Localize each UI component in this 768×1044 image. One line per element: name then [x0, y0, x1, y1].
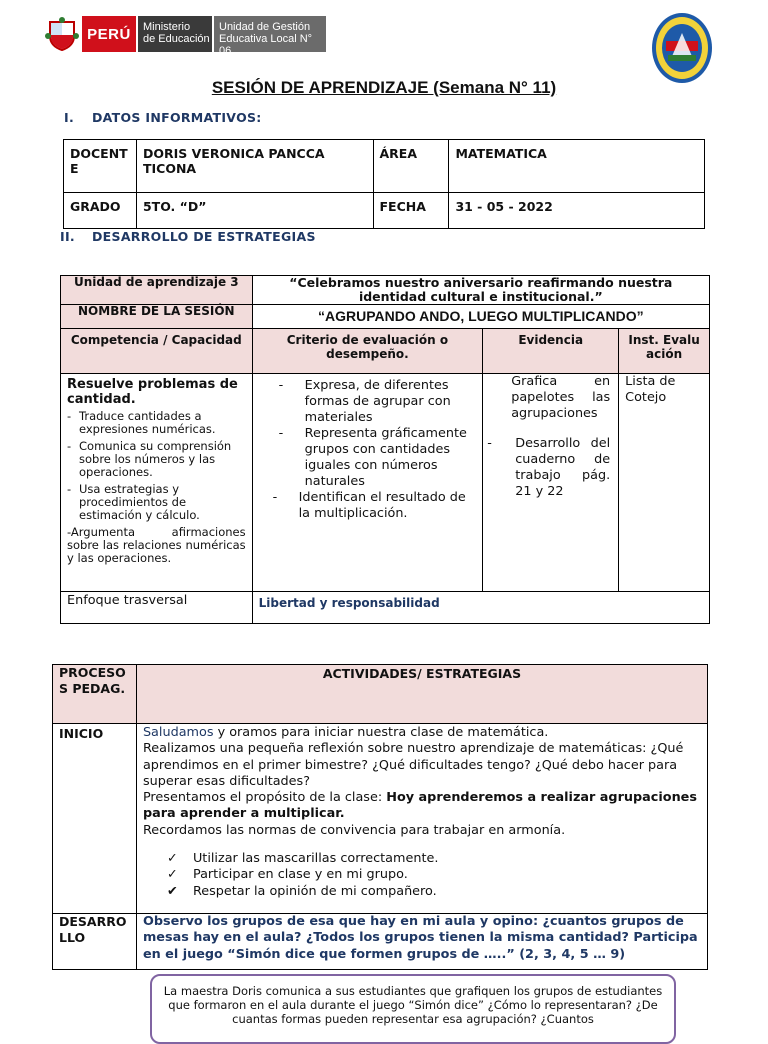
- evidencia-1: Grafica en papelotes las agrupaciones: [511, 374, 611, 421]
- teacher-note-box: La maestra Doris comunica a sus estudiantes que grafiquen los grupos de estudiantes que formaron en el aula durante el juego “Simón dice” ¿Cómo lo representaran? ¿De cuantas formas pueden representar esa agrupación? ¿Cuantos: [150, 974, 676, 1044]
- inicio-line1: Saludamos y oramos para iniciar nuestra clase de matemática.: [142, 725, 549, 740]
- enfoque-value: Libertad y responsabilidad: [252, 592, 709, 624]
- section-1-heading: DATOS INFORMATIVOS:: [92, 110, 262, 125]
- list-item: - Traduce cantidades a expresiones numéricas.: [67, 409, 216, 436]
- strategy-table: [60, 275, 710, 624]
- inicio-purpose: Presentamos el propósito de la clase: Hoy aprenderemos a realizar agrupaciones para aprender a multiplicar.: [142, 790, 697, 822]
- unit-label: Unidad de aprendizaje 3: [61, 276, 253, 305]
- check-icon: ✓: [166, 867, 178, 883]
- list-item: - Identifican el resultado de la multiplicación.: [272, 490, 466, 521]
- inicio-cell: [136, 724, 707, 914]
- ministry-line1: Ministerio: [143, 21, 191, 33]
- col-actividades: ACTIVIDADES/ ESTRATEGIAS: [136, 665, 707, 724]
- school-seal-icon: [650, 11, 714, 85]
- list-item: ✔ Respetar la opinión de mi compañero.: [166, 883, 437, 899]
- desarrollo-text: Observo los grupos de esa que hay en mi aula y opino: ¿cuantos grupos de mesas hay en el aula? ¿Todos los grupos tienen la misma cantidad? Participa en el juego “Simón dice que formen grupos de …..” (2, 3, 4, 5 … 9): [136, 914, 707, 970]
- ministry-label: [138, 16, 212, 52]
- section-2-heading: DESARROLLO DE ESTRATEGIAS: [92, 229, 316, 244]
- fecha-value: 31 - 05 - 2022: [449, 193, 705, 229]
- list-item: ✓ Utilizar las mascarillas correctamente.: [166, 851, 439, 867]
- competencia-cell: [61, 374, 253, 592]
- list-item: - Expresa, de diferentes formas de agrupar con materiales: [278, 378, 451, 425]
- list-item: - Usa estrategias y procedimientos de estimación y cálculo.: [67, 482, 200, 522]
- fecha-label: FECHA: [373, 193, 449, 229]
- activities-table: [52, 664, 708, 970]
- section-1-number: I.: [64, 110, 74, 125]
- section-2-number: II.: [60, 229, 75, 244]
- normas-list: [167, 851, 701, 900]
- col-inst: Inst. Evaluación: [619, 329, 710, 374]
- criterios-list: [272, 378, 475, 522]
- enfoque-label: Enfoque trasversal: [61, 592, 253, 624]
- session-label: NOMBRE DE LA SESIÓN: [61, 305, 253, 329]
- area-value: MATEMATICA: [449, 140, 705, 193]
- page-title: SESIÓN DE APRENDIZAJE (Semana N° 11): [211, 78, 557, 97]
- list-item: ✓ Participar en clase y en mi grupo.: [166, 867, 408, 883]
- list-item: - Comunica su comprensión sobre los números y las operaciones.: [67, 439, 232, 479]
- peru-label: PERÚ: [82, 16, 136, 52]
- minedu-logo-bar: [44, 16, 326, 57]
- capacidad-argumenta: -Argumenta afirmaciones sobre las relaciones numéricas y las operaciones.: [67, 525, 246, 565]
- check-icon: ✓: [166, 851, 178, 867]
- col-criterio: Criterio de evaluación o desempeño.: [252, 329, 483, 374]
- inicio-label: INICIO: [53, 724, 137, 914]
- competencia-title: Resuelve problemas de cantidad.: [67, 377, 238, 407]
- list-item: - Representa gráficamente grupos con cantidades iguales con números naturales: [278, 426, 467, 489]
- evidencia-2-item: - Desarrollo del cuaderno de trabajo pág. 21 y 22: [487, 436, 611, 499]
- ugel-line2: Educativa Local N° 06: [219, 33, 313, 57]
- desarrollo-label: DESARROLLO: [53, 914, 137, 970]
- saludamos-text: Saludamos: [142, 725, 214, 740]
- criterio-cell: [252, 374, 483, 592]
- unit-value: “Celebramos nuestro aniversario reafirmando nuestra identidad cultural e institucional.”: [252, 276, 709, 305]
- col-evidencia: Evidencia: [483, 329, 619, 374]
- col-proceso: PROCESOS PEDAG.: [53, 665, 137, 724]
- peru-coat-of-arms-icon: [44, 16, 80, 52]
- ugel-line1: Unidad de Gestión: [219, 21, 311, 33]
- grado-value: 5TO. “D”: [136, 193, 373, 229]
- check-icon: ✔: [166, 883, 178, 899]
- inicio-line2: Realizamos una pequeña reflexión sobre nuestro aprendizaje de matemáticas: ¿Qué aprendimos en el primer bimestre? ¿Qué dificultades tengo? ¿Qué debo hacer para superar esas dificultades?: [142, 741, 684, 789]
- session-value: “AGRUPANDO ANDO, LUEGO MULTIPLICANDO”: [252, 305, 709, 329]
- info-table: [63, 139, 705, 229]
- col-competencia: Competencia / Capacidad: [61, 329, 253, 374]
- instrumento-cell: Lista de Cotejo: [619, 374, 710, 592]
- inicio-normas: Recordamos las normas de convivencia para trabajar en armonía.: [142, 822, 566, 838]
- ugel-label: [214, 16, 326, 57]
- area-label: ÁREA: [373, 140, 449, 193]
- grado-label: GRADO: [64, 193, 137, 229]
- evidencia-cell: [483, 374, 619, 592]
- docente-value: DORIS VERONICA PANCCA TICONA: [136, 140, 373, 193]
- ministry-line2: de Educación: [143, 33, 210, 45]
- capacidades-list: [67, 410, 246, 522]
- docente-label: DOCENTE: [64, 140, 137, 193]
